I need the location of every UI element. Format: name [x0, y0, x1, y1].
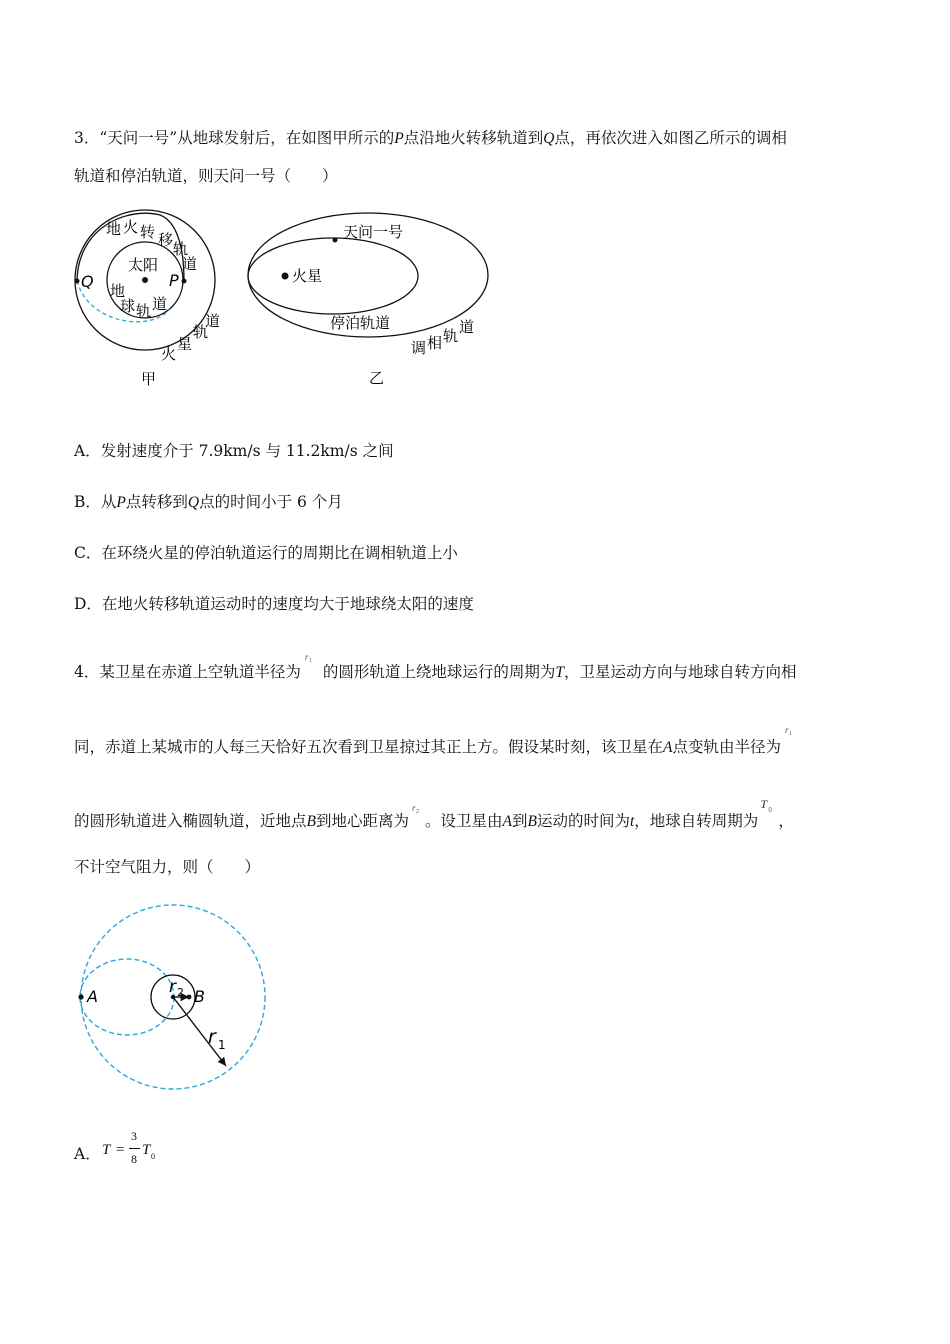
svg-text:地: 地 — [106, 220, 122, 238]
mars-label: 火星 — [292, 267, 323, 285]
svg-text:火: 火 — [161, 345, 177, 363]
svg-text:轨: 轨 — [136, 302, 152, 320]
caption-jia: 甲 — [141, 370, 157, 388]
sun-dot — [142, 277, 148, 283]
svg-text:转: 转 — [140, 223, 156, 241]
figure-yi — [245, 210, 500, 390]
q4-line-1: 4．某卫星在赤道上空轨道半径为 r 1 的圆形轨道上绕地球运行的周期为T，卫星运动方向与地球自转方向相 — [74, 652, 797, 681]
q4-option-a[interactable]: A． — [74, 1145, 101, 1163]
r1-arrow — [173, 997, 226, 1066]
svg-text:星: 星 — [177, 335, 193, 353]
q4-line-3: 的圆形轨道进入椭圆轨道，近地点B到地心距离为 r 2 。设卫星由A到B运动的时间为t，地球自转周期为 T 0 ， — [74, 797, 794, 830]
probe-dot — [333, 238, 338, 243]
label-Q: Q — [81, 272, 94, 291]
r1-inline-2: r 1 — [785, 725, 792, 737]
q3-option-c[interactable]: C．在环绕火星的停泊轨道运行的周期比在调相轨道上小 — [74, 544, 458, 562]
mars-dot — [282, 273, 289, 280]
q3-option-a[interactable]: A．发射速度介于 7.9km/s 与 11.2km/s 之间 — [74, 442, 394, 460]
q4-line-2: 同，赤道上某城市的人每三天恰好五次看到卫星掠过其正上方。假设某时刻，该卫星在A点变轨由半径为 r 1 — [74, 732, 795, 758]
caption-yi: 乙 — [369, 369, 385, 387]
svg-text:道: 道 — [205, 312, 221, 330]
label-r2: r — [169, 977, 176, 997]
label-A: A — [87, 987, 98, 1006]
svg-text:相: 相 — [427, 334, 443, 352]
label-r1-sub: 1 — [218, 1038, 226, 1052]
figure-jia — [70, 205, 230, 390]
label-P: P — [169, 271, 179, 290]
point-Q — [75, 279, 80, 284]
svg-text:移: 移 — [158, 231, 174, 249]
label-r2-sub: 2 — [177, 986, 184, 999]
parking-orbit — [248, 238, 418, 314]
sun-label: 太阳 — [128, 256, 159, 274]
point-P — [182, 279, 187, 284]
svg-text:轨: 轨 — [443, 327, 459, 345]
T0-inline: T 0 — [760, 797, 772, 814]
svg-text:火: 火 — [123, 218, 139, 236]
svg-text:球: 球 — [120, 297, 136, 315]
label-r1: r — [208, 1026, 216, 1048]
label-B: B — [194, 987, 205, 1006]
svg-text:道: 道 — [459, 318, 475, 336]
svg-text:地: 地 — [110, 282, 126, 300]
formula-T-eq-3-8-T0: T = 3 8 T 0 — [102, 1129, 155, 1166]
q3-option-b[interactable]: B．从P点转移到Q点的时间小于 6 个月 — [74, 493, 343, 511]
point-A-dot — [78, 994, 83, 999]
svg-text:道: 道 — [152, 295, 168, 313]
parking-label: 停泊轨道 — [330, 314, 391, 332]
q4-line-4: 不计空气阻力，则（ ） — [74, 858, 261, 876]
q3-line-1: 3．“天问一号”从地球发射后，在如图甲所示的P点沿地火转移轨道到Q点，再依次进入如图乙所示的调相 — [74, 129, 787, 147]
svg-text:轨: 轨 — [173, 240, 189, 258]
r2-inline: r 2 — [412, 803, 419, 815]
svg-text:道: 道 — [182, 255, 198, 273]
q3-option-d[interactable]: D．在地火转移轨道运动时的速度均大于地球绕太阳的速度 — [74, 595, 474, 613]
q3-line-2: 轨道和停泊轨道，则天问一号（ ） — [74, 167, 338, 185]
r1-inline: r 1 — [304, 652, 312, 664]
svg-text:轨: 轨 — [193, 323, 209, 341]
figure-q4 — [72, 898, 272, 1093]
svg-text:调: 调 — [411, 339, 427, 357]
probe-label: 天问一号 — [343, 223, 404, 241]
